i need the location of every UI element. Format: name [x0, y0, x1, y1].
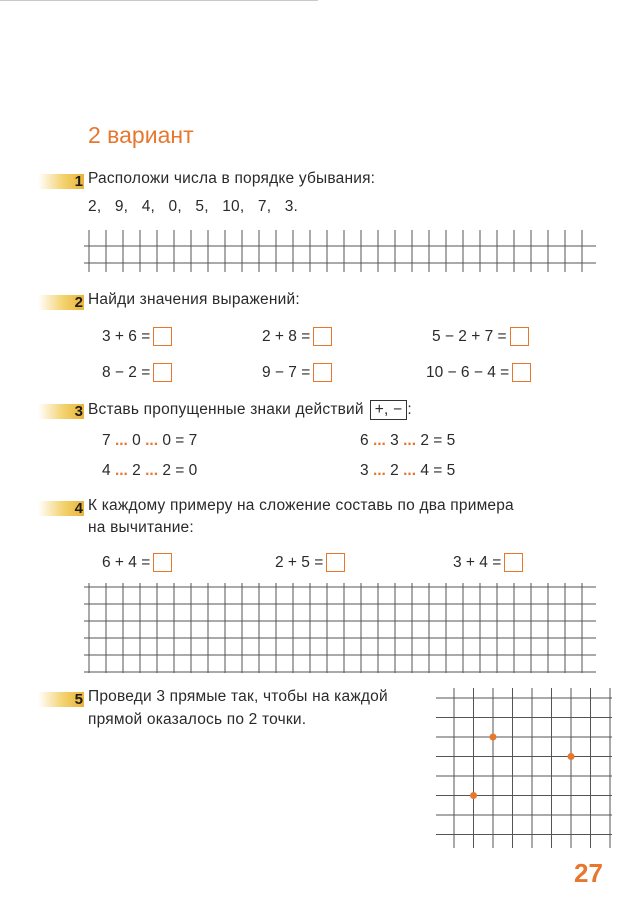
answer-box[interactable] [313, 327, 332, 346]
missing-signs-expression [360, 432, 455, 450]
expression [275, 553, 345, 572]
expression [262, 363, 332, 382]
grid-point [490, 734, 497, 741]
task-1-numbers: 2, 9, 4, 0, 5, 10, 7, 3. [88, 198, 299, 215]
operand: 0 [132, 432, 141, 449]
expression-text: 3 + 6 = [102, 328, 151, 345]
task-number: 1 [74, 173, 83, 190]
task-3-instruction: Вставь пропущенные знаки действий [88, 401, 364, 418]
operand: 3 [360, 462, 369, 479]
expression-text: 10 − 6 − 4 = [426, 364, 510, 381]
signs-box: +, − [370, 400, 408, 420]
sign-gap[interactable]: ... [114, 462, 128, 479]
missing-signs-expression [102, 432, 197, 450]
task-number: 4 [74, 500, 83, 517]
dot-grid[interactable] [436, 688, 612, 848]
task-number: 5 [74, 691, 83, 708]
answer-grid-1[interactable] [84, 226, 612, 272]
answer-box[interactable] [153, 327, 172, 346]
operand: 7 [102, 432, 111, 449]
operand: 2 [390, 462, 399, 479]
page-title: 2 вариант [88, 122, 194, 148]
operand: 2 = 5 [420, 432, 456, 449]
operand: 2 = 0 [162, 462, 198, 479]
task-3-text [88, 400, 412, 420]
colon: : [407, 401, 412, 418]
expression-text: 3 + 4 = [453, 554, 502, 571]
answer-box[interactable] [313, 363, 332, 382]
expression [102, 363, 172, 382]
operand: 4 = 5 [420, 462, 456, 479]
expression [102, 553, 172, 572]
expression [102, 327, 172, 346]
sign-gap[interactable]: ... [403, 462, 417, 479]
task-4-text-line1: К каждому примеру на сложение составь по два примера [88, 497, 514, 514]
task-1-badge [38, 174, 84, 189]
sign-gap[interactable]: ... [145, 462, 159, 479]
task-2-text: Найди значения выражений: [88, 291, 300, 308]
answer-box[interactable] [510, 327, 529, 346]
expression-text: 2 + 8 = [262, 328, 311, 345]
answer-box[interactable] [326, 553, 345, 572]
task-number: 3 [74, 403, 83, 420]
answer-box[interactable] [153, 553, 172, 572]
grid-point [568, 753, 575, 760]
expression [426, 363, 531, 382]
top-rule [0, 0, 318, 1]
operand: 0 = 7 [162, 432, 198, 449]
sign-gap[interactable]: ... [372, 432, 386, 449]
grid-point [470, 792, 477, 799]
expression-text: 9 − 7 = [262, 364, 311, 381]
task-1-text: Расположи числа в порядке убывания: [88, 170, 376, 187]
answer-box[interactable] [504, 553, 523, 572]
sign-gap[interactable]: ... [145, 432, 159, 449]
answer-grid-4[interactable] [84, 583, 612, 673]
expression [453, 553, 523, 572]
expression [432, 327, 529, 346]
sign-gap[interactable]: ... [114, 432, 128, 449]
page-number: 27 [574, 858, 603, 888]
missing-signs-expression [102, 462, 197, 480]
expression-text: 8 − 2 = [102, 364, 151, 381]
operand: 4 [102, 462, 111, 479]
operand: 6 [360, 432, 369, 449]
task-4-badge [38, 501, 84, 516]
operand: 2 [132, 462, 141, 479]
expression-text: 6 + 4 = [102, 554, 151, 571]
task-2-badge [38, 295, 84, 310]
answer-box[interactable] [512, 363, 531, 382]
task-5-text-line2: прямой оказалось по 2 точки. [88, 711, 307, 728]
expression [262, 327, 332, 346]
expression-text: 2 + 5 = [275, 554, 324, 571]
sign-gap[interactable]: ... [372, 462, 386, 479]
missing-signs-expression [360, 462, 455, 480]
answer-box[interactable] [153, 363, 172, 382]
task-5-text-line1: Проведи 3 прямые так, чтобы на каждой [88, 688, 388, 705]
task-number: 2 [74, 294, 83, 311]
operand: 3 [390, 432, 399, 449]
task-5-badge [38, 692, 84, 707]
expression-text: 5 − 2 + 7 = [432, 328, 507, 345]
sign-gap[interactable]: ... [403, 432, 417, 449]
task-3-badge [38, 404, 84, 419]
task-4-text-line2: на вычитание: [88, 519, 194, 536]
